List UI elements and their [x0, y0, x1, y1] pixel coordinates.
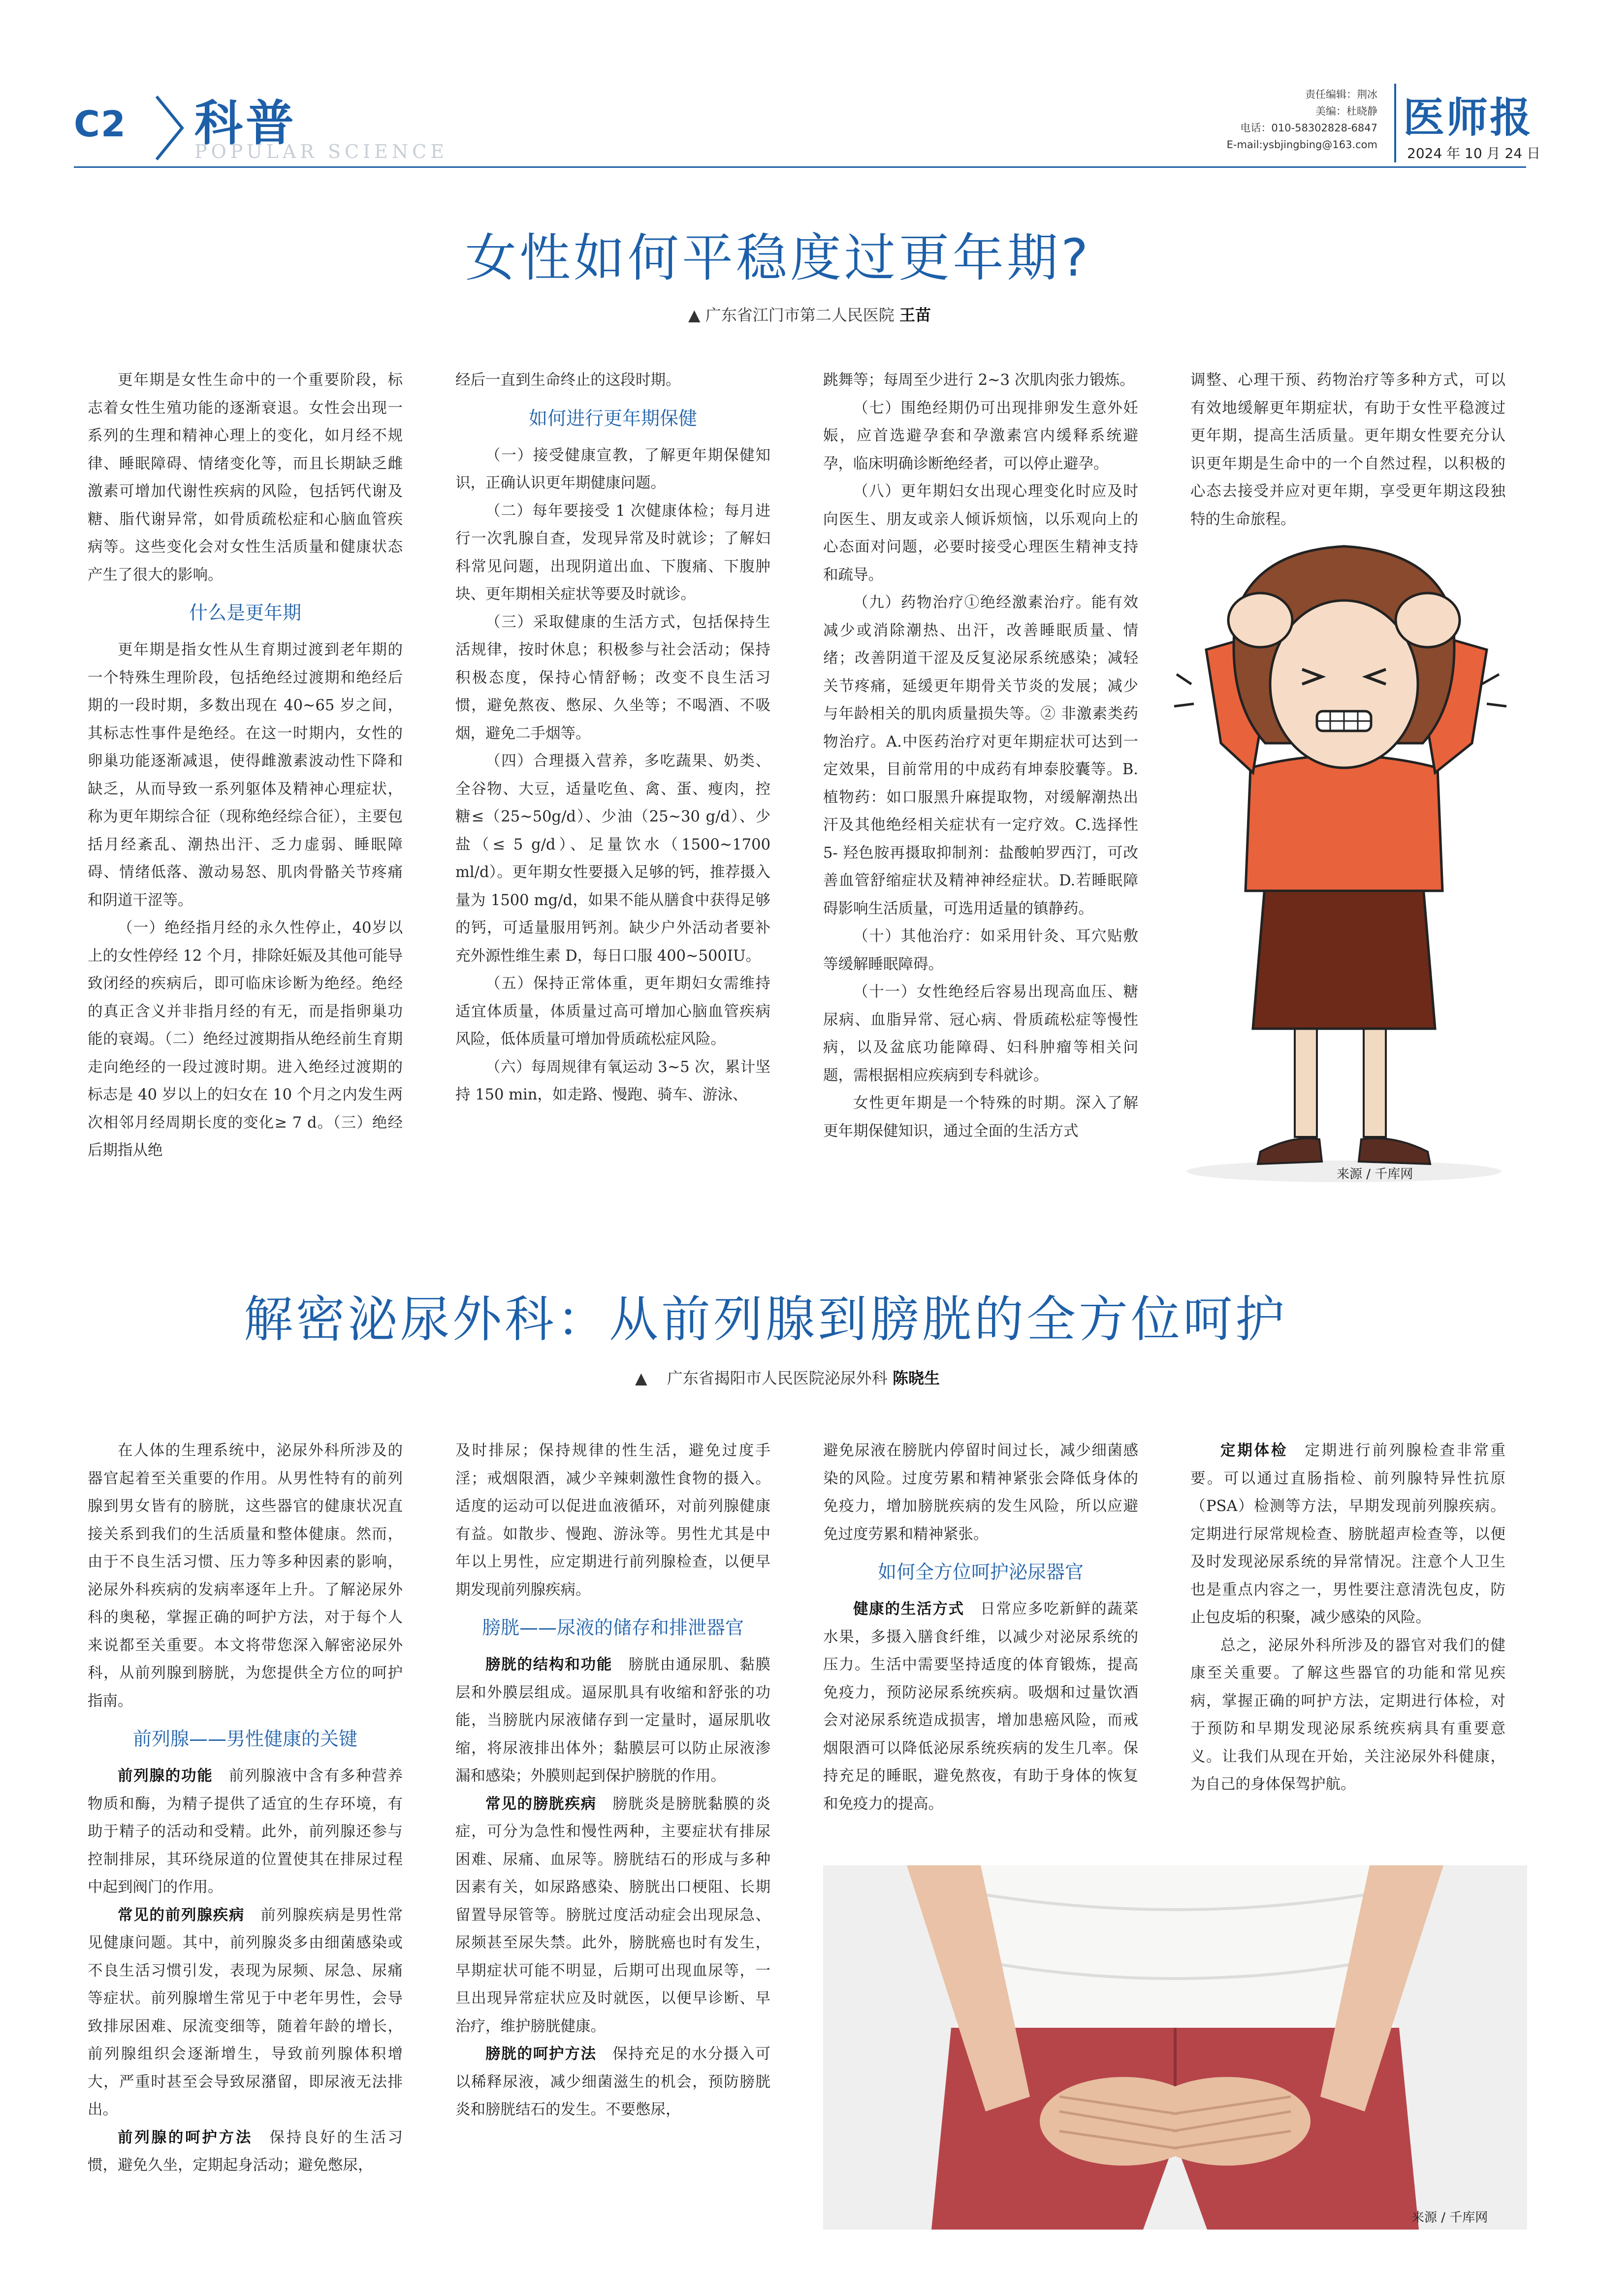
paragraph-text: （二）每年要接受 1 次健康体检；每月进行一次乳腺自查，发现异常及时就诊；了解妇科常见问题，出现阴道出血、下腹痛、下腹肿块、更年期相关症状等要及时就诊。 [455, 502, 770, 603]
paragraph [88, 636, 403, 914]
paragraph [88, 2124, 403, 2180]
article2-column-3 [823, 1437, 1138, 1818]
stressed-woman-illustration [1147, 536, 1541, 1186]
paragraph [455, 498, 770, 609]
paragraph-text: 定期进行前列腺检查非常重要。可以通过直肠指检、前列腺特异性抗原（PSA）检测等方法，早期发现前列腺疾病。定期进行尿常规检查、膀胱超声检查等，以便及时发现泌尿系统的异常情况。注意个人卫生也是重点内容之一，男性要注意清洗包皮，防止包皮垢的积聚，减少感染的风险。 [1190, 1442, 1505, 1626]
paragraph-text: （五）保持正常体重，更年期妇女需维持适宜体质量，体质量过高可增加心脑血管疾病风险，低体质量可增加骨质疏松症风险。 [455, 975, 770, 1048]
paragraph-text: 膀胱炎是膀胱黏膜的炎症，可分为急性和慢性两种，主要症状有排尿困难、尿痛、血尿等。膀胱结石的形成与多种因素有关，如尿路感染、膀胱出口梗阻、长期留置导尿管等。膀胱过度活动症会出现尿急、尿频甚至尿失禁。此外，膀胱癌也时有发生，早期症状可能不明显，后期可出现血尿等，一旦出现异常症状应及时就医，以便早诊断、早治疗，维护膀胱健康。 [455, 1795, 771, 2035]
image-caption-2: 来源 / 千库网 [1411, 2210, 1488, 2225]
subheading: 如何进行更年期保健 [528, 407, 697, 429]
paragraph [455, 1054, 770, 1109]
paragraph-lead: 膀胱的结构和功能 [485, 1656, 613, 1673]
paragraph-text: 女性更年期是一个特殊的时期。深入了解更年期保健知识，通过全面的生活方式 [823, 1095, 1138, 1140]
subheading: 膀胱——尿液的储存和排泄器官 [481, 1617, 744, 1638]
article1-column-1 [88, 367, 403, 1165]
paragraph-text: 更年期是指女性从生育期过渡到老年期的一个特殊生理阶段，包括绝经过渡期和绝经后期的一段时期，多数出现在 40~65 岁之间，其标志性事件是绝经。在这一时期内，女性的卵巢功能逐渐减退，使得雌激素波动性下降和缺乏，从而导致一系列躯体及精神心理症状，称为更年期综合征（现称绝经综合征），主要包括月经紊乱、潮热出汗、乏力虚弱、睡眠障碍、情绪低落、激动易怒、肌肉骨骼关节疼痛和阴道干涩等。 [88, 641, 403, 909]
subheading: 前列腺——男性健康的关键 [132, 1728, 357, 1750]
byline-author: 陈晓生 [892, 1369, 940, 1387]
paragraph-text: （九）药物治疗①绝经激素治疗。能有效减少或消除潮热、出汗，改善睡眠质量、情绪；改善阴道干涩及反复泌尿系统感染；减轻关节疼痛，延缓更年期骨关节炎的发展；减少与年龄相关的肌肉质量损失等。② 非激素类药物治疗。A.中医药治疗对更年期症状可达到一定效果，目前常用的中成药有坤泰胶囊等。B.植物药：如口服黑升麻提取物，对缓解潮热出汗及其他绝经相关症状有一定疗效。C.选择性 5- 羟色胺再摄取抑制剂：盐酸帕罗西汀，可改善血管舒缩症状及精神神经症状。D.若睡眠障碍影响生活质量，可选用适量的镇静药。 [823, 594, 1138, 917]
paragraph-text: 前列腺疾病是男性常见健康问题。其中，前列腺炎多由细菌感染或不良生活习惯引发，表现为尿频、尿急、尿痛等症状。前列腺增生常见于中老年男性，会导致排尿困难、尿流变细等，随着年龄的增长，前列腺组织会逐渐增生，导致前列腺体积增大，严重时甚至会导致尿潴留，即尿液无法排出。 [88, 1906, 403, 2118]
paragraph-lead: 常见的膀胱疾病 [485, 1795, 597, 1813]
paragraph-text: 更年期是女性生命中的一个重要阶段，标志着女性生殖功能的逐渐衰退。女性会出现一系列的生理和精神心理上的变化，如月经不规律、睡眠障碍、情绪变化等，而且长期缺乏雌激素可增加代谢性疾病的风险，包括钙代谢及糖、脂代谢异常，如骨质疏松症和心脑血管疾病等。这些变化会对女性生活质量和健康状态产生了很大的影响。 [88, 372, 403, 584]
article1-headline: 女性如何平稳度过更年期? [465, 228, 1091, 288]
article1-byline [688, 303, 931, 325]
credit-designer: 美编：杜晓静 [1315, 105, 1377, 117]
paragraph [1190, 1437, 1505, 1632]
paragraph-text: （一）绝经指月经的永久性停止，40岁以上的女性停经 12 个月，排除妊娠及其他可能导致闭经的疾病后，即可临床诊断为绝经。绝经的真正含义并非指月经的有无，而是指卵巢功能的衰竭。（二）绝经过渡期指从绝经前生育期走向绝经的一段过渡时期。进入绝经过渡期的标志是 40 岁以上的妇女在 10 个月之内发生两次相邻月经周期长度的变化≥ 7 d。（三）绝经后期指从绝 [88, 919, 403, 1159]
paragraph-text: 前列腺液中含有多种营养物质和酶，为精子提供了适宜的生存环境，有助于精子的活动和受精。此外，前列腺还参与控制排尿，其环绕尿道的位置使其在排尿过程中起到阀门的作用。 [88, 1767, 403, 1896]
paragraph-text: 经后一直到生命终止的这段时期。 [455, 372, 681, 389]
paragraph [823, 1437, 1138, 1548]
paragraph-lead: 前列腺的功能 [118, 1767, 213, 1785]
paragraph [455, 1651, 770, 1791]
paragraph-text: 保持良好的生活习惯，避免久坐，定期起身活动；避免憋尿， [88, 2129, 403, 2174]
paragraph [455, 609, 770, 748]
subheading: 如何全方位呵护泌尿器官 [877, 1561, 1084, 1583]
masthead-divider [1394, 84, 1396, 162]
paragraph-text: 调整、心理干预、药物治疗等多种方式，可以有效地缓解更年期症状，有助于女性平稳渡过更年期，提高生活质量。更年期女性要充分认识更年期是生命中的一个自然过程，以积极的心态去接受并应对更年期，享受更年期这段独特的生命旅程。 [1190, 372, 1505, 528]
article2-byline [635, 1366, 940, 1388]
section-title: 科普 [194, 95, 297, 152]
page-number: C2 [74, 103, 127, 145]
paragraph [88, 1902, 403, 2124]
section-subtitle: POPULAR SCIENCE [194, 141, 448, 162]
article2-column-2 [455, 1437, 770, 2124]
paragraph [455, 1791, 770, 2041]
credit-editor: 责任编辑：荆冰 [1305, 89, 1377, 100]
issue-date: 2024 年 10 月 24 日 [1407, 145, 1541, 161]
image-caption-1: 来源 / 千库网 [1337, 1167, 1413, 1182]
paragraph [455, 1437, 770, 1604]
paragraph [823, 395, 1138, 478]
article2-column-4 [1190, 1437, 1505, 1799]
paragraph-lead: 常见的前列腺疾病 [118, 1906, 245, 1924]
paragraph-text: （六）每周规律有氧运动 3~5 次，累计坚持 150 min，如走路、慢跑、骑车、游泳、 [455, 1058, 770, 1103]
paragraph [1190, 367, 1505, 534]
article1-column-3 [823, 367, 1138, 1145]
paragraph-text: （八）更年期妇女出现心理变化时应及时向医生、朋友或亲人倾诉烦恼，以乐观向上的心态面对问题，必要时接受心理医生精神支持和疏导。 [823, 483, 1138, 584]
chevron-right-icon [153, 94, 187, 162]
paragraph [823, 478, 1138, 589]
paragraph-text: （十一）女性绝经后容易出现高血压、糖尿病、血脂异常、冠心病、骨质疏松症等慢性病，以及盆底功能障碍、妇科肿瘤等相关问题，需根据相应疾病到专科就诊。 [823, 983, 1138, 1084]
paragraph-text: 保持充足的水分摄入可以稀释尿液，减少细菌滋生的机会，预防膀胱炎和膀胱结石的发生。不要憋尿， [455, 2045, 771, 2118]
paragraph [88, 1437, 403, 1715]
paragraph-text: 及时排尿；保持规律的性生活，避免过度手淫；戒烟限酒，减少辛辣刺激性食物的摄入。适度的运动可以促进血液循环，对前列腺健康有益。如散步、慢跑、游泳等。男性尤其是中年以上男性，应定期进行前列腺检查，以便早期发现前列腺疾病。 [455, 1442, 770, 1599]
article2-headline: 解密泌尿外科：从前列腺到膀胱的全方位呵护 [244, 1290, 1287, 1348]
article1-column-2 [455, 367, 770, 1109]
paragraph-text: 日常应多吃新鲜的蔬菜水果，多摄入膳食纤维，以减少对泌尿系统的压力。生活中需要坚持适度的体育锻炼，提高免疫力，预防泌尿系统疾病。吸烟和过量饮酒会对泌尿系统造成损害，增加患癌风险，而戒烟限酒可以降低泌尿系统疾病的发生几率。保持充足的睡眠，避免熬夜，有助于身体的恢复和免疫力的提高。 [823, 1601, 1139, 1813]
paragraph-text: 膀胱由通尿肌、黏膜层和外膜层组成。逼尿肌具有收缩和舒张的功能，当膀胱内尿液储存到一定量时，逼尿肌收缩，将尿液排出体外；黏膜层可以防止尿液渗漏和感染；外膜则起到保护膀胱的作用。 [455, 1656, 771, 1785]
credit-email: E-mail:ysbjingbing@163.com [1226, 139, 1377, 151]
paragraph-lead: 健康的生活方式 [853, 1601, 964, 1618]
paragraph-text: 跳舞等；每周至少进行 2~3 次肌肉张力锻炼。 [823, 372, 1135, 389]
byline-org: 广东省揭阳市人民医院泌尿外科 [667, 1369, 888, 1387]
byline-org: 广东省江门市第二人民医院 [705, 306, 895, 324]
paragraph-text: （十）其他治疗：如采用针灸、耳穴贴敷等缓解睡眠障碍。 [823, 928, 1138, 973]
triangle-icon: ▲ [688, 306, 701, 324]
paragraph [823, 589, 1138, 923]
paragraph [823, 978, 1138, 1090]
paragraph-text: （一）接受健康宣教，了解更年期保健知识，正确认识更年期健康问题。 [455, 446, 770, 492]
paragraph [823, 923, 1138, 978]
paragraph [455, 442, 770, 498]
paragraph [88, 914, 403, 1165]
editor-credits [1121, 86, 1377, 153]
paragraph [455, 367, 770, 395]
subheading: 什么是更年期 [189, 602, 301, 624]
paragraph-lead: 前列腺的呵护方法 [118, 2129, 253, 2146]
paragraph-text: （三）采取健康的生活方式，包括保持生活规律，按时休息；积极参与社会活动；保持积极态度，保持心情舒畅；改变不良生活习惯，避免熬夜、憋尿、久坐等；不喝酒、不吸烟，避免二手烟等。 [455, 613, 770, 742]
paragraph-text: 在人体的生理系统中，泌尿外科所涉及的器官起着至关重要的作用。从男性特有的前列腺到男女皆有的膀胱，这些器官的健康状况直接关系到我们的生活质量和整体健康。然而，由于不良生活习惯、压力等多种因素的影响，泌尿外科疾病的发病率逐年上升。了解泌尿外科的奥秘，掌握正确的呵护方法，对于每个人来说都至关重要。本文将带您深入解密泌尿外科，从前列腺到膀胱，为您提供全方位的呵护指南。 [88, 1442, 403, 1710]
groin-pain-photo [823, 1865, 1527, 2230]
paragraph-text: （七）围绝经期仍可出现排卵发生意外妊娠，应首选避孕套和孕激素宫内缓释系统避孕，临床明确诊断绝经者，可以停止避孕。 [823, 399, 1138, 472]
paragraph-lead: 定期体检 [1220, 1442, 1288, 1459]
article2-column-1 [88, 1437, 403, 2180]
paragraph [823, 367, 1138, 395]
paragraph-lead: 膀胱的呵护方法 [485, 2045, 597, 2063]
paragraph [455, 748, 770, 970]
triangle-icon: ▲ [635, 1369, 647, 1387]
paragraph [1190, 1632, 1505, 1799]
article1-column-4 [1190, 367, 1505, 534]
paragraph-text: （四）合理摄入营养，多吃蔬果、奶类、全谷物、大豆，适量吃鱼、禽、蛋、瘦肉，控糖≤（25~50g/d）、少油（25~30 g/d）、少盐（≤ 5 g/d）、足量饮水（1500~1700 ml/d）。更年期女性要摄入足够的钙，推荐摄入量为 1500 mg/d，如果不能从膳食中获得足够的钙，可适量服用钙剂。缺少户外活动者要补充外源性维生素 D，每日口服 400~500IU。 [455, 753, 770, 965]
paragraph [455, 970, 770, 1054]
paragraph [455, 2041, 770, 2124]
paragraph-text: 避免尿液在膀胱内停留时间过长，减少细菌感染的风险。过度劳累和精神紧张会降低身体的免疫力，增加膀胱疾病的发生风险，所以应避免过度劳累和精神紧张。 [823, 1442, 1138, 1543]
paragraph [823, 1596, 1138, 1818]
byline-author: 王苗 [899, 306, 931, 324]
paragraph-text: 总之，泌尿外科所涉及的器官对我们的健康至关重要。了解这些器官的功能和常见疾病，掌握正确的呵护方法，定期进行体检，对于预防和早期发现泌尿系统疾病具有重要意义。让我们从现在开始，关注泌尿外科健康，为自己的身体保驾护航。 [1190, 1636, 1505, 1793]
header-rule [74, 166, 1526, 168]
paragraph [88, 367, 403, 589]
newspaper-logo: 医师报 [1403, 93, 1534, 142]
paragraph [88, 1762, 403, 1902]
credit-phone: 电话：010-58302828-6847 [1240, 122, 1377, 134]
paragraph [823, 1090, 1138, 1145]
